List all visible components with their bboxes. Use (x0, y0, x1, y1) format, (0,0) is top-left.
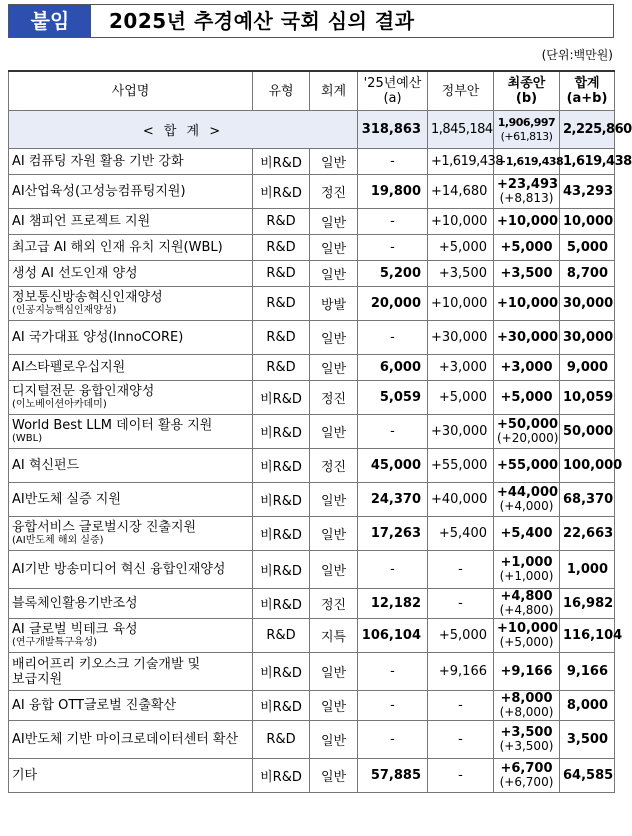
gov-value: - (428, 551, 494, 589)
budget25-value: - (358, 321, 428, 355)
sum-value: 30,000 (560, 287, 615, 321)
final-cell (494, 483, 560, 517)
budget25-value: - (358, 691, 428, 721)
gov-value: +55,000 (428, 449, 494, 483)
project-name-cell (9, 235, 253, 261)
final-cell (494, 619, 560, 653)
project-name-cell (9, 321, 253, 355)
project-name-cell (9, 589, 253, 619)
gov-value: +3,000 (428, 355, 494, 381)
project-name: AI 융합 OTT글로벌 진출확산 (12, 698, 177, 713)
final-value: +8,000 (500, 691, 553, 706)
project-subname: (인공지능핵심인재양성) (12, 305, 117, 316)
budget25-value: 57,885 (358, 759, 428, 793)
project-type: R&D (253, 355, 310, 381)
gov-value: +30,000 (428, 321, 494, 355)
sum-value: 116,104 (560, 619, 615, 653)
project-name-cell (9, 415, 253, 449)
project-type: 비R&D (253, 483, 310, 517)
project-name: AI반도체 기반 마이크로데이터센터 확산 (12, 732, 239, 747)
final-cell (494, 759, 560, 793)
project-account: 일반 (310, 235, 358, 261)
project-name: AI스타펠로우십지원 (12, 360, 126, 375)
final-cell (494, 149, 564, 175)
project-name-cell (9, 209, 253, 235)
table-row (9, 653, 615, 691)
table-row (9, 287, 615, 321)
project-name: AI기반 방송미디어 혁신 융합인재양성 (12, 562, 226, 577)
total-sum: 2,225,860 (560, 111, 615, 149)
total-row (9, 111, 615, 149)
project-account: 일반 (310, 483, 358, 517)
budget25-value: - (358, 415, 428, 449)
table-row (9, 381, 615, 415)
gov-value: +40,000 (428, 483, 494, 517)
project-account: 일반 (310, 415, 358, 449)
gov-value: +3,500 (428, 261, 494, 287)
project-type: R&D (253, 235, 310, 261)
final-change: (+3,500) (499, 739, 554, 753)
final-cell (494, 551, 560, 589)
final-value: +5,400 (500, 525, 553, 541)
final-change: (+5,000) (499, 635, 554, 649)
sum-value: 22,663 (560, 517, 615, 551)
total-gov: 1,845,184 (428, 111, 494, 149)
col-header-account: 회계 (310, 71, 358, 111)
project-account: 일반 (310, 517, 358, 551)
table-header-row (9, 71, 615, 111)
project-name: AI반도체 실증 지원 (12, 492, 121, 507)
final-change: (+8,813) (499, 191, 554, 205)
final-value: +50,000 (497, 417, 559, 432)
final-cell (494, 175, 560, 209)
final-value: +9,166 (500, 663, 553, 679)
budget25-value: - (358, 721, 428, 759)
project-name: 최고급 AI 해외 인재 유치 지원(WBL) (12, 240, 223, 255)
final-value: +3,000 (500, 359, 553, 375)
project-name-cell (9, 653, 253, 691)
project-name-cell (9, 381, 253, 415)
project-type: R&D (253, 261, 310, 287)
gov-value: - (428, 691, 494, 721)
budget25-value: 17,263 (358, 517, 428, 551)
table-row (9, 483, 615, 517)
gov-value: +10,000 (428, 287, 494, 321)
gov-value: +14,680 (428, 175, 494, 209)
final-value: +10,000 (497, 213, 559, 229)
project-type: 비R&D (253, 759, 310, 793)
final-change: (+8,000) (499, 705, 554, 719)
sum-value: 30,000 (560, 321, 615, 355)
sum-value: 3,500 (560, 721, 615, 759)
sum-value: 16,982 (560, 589, 615, 619)
project-subname: (AI반도체 해외 실증) (12, 535, 104, 546)
project-name: AI 컴퓨팅 자원 활용 기반 강화 (12, 154, 184, 169)
project-account: 일반 (310, 261, 358, 287)
col-header-type: 유형 (253, 71, 310, 111)
project-name: AI 혁신펀드 (12, 458, 80, 473)
project-name: AI 글로벌 빅테크 육성 (12, 622, 138, 637)
sum-value: 1,000 (560, 551, 615, 589)
project-name: AI 챔피언 프로젝트 지원 (12, 214, 151, 229)
project-account: 일반 (310, 721, 358, 759)
gov-value: +5,000 (428, 381, 494, 415)
project-name-cell (9, 449, 253, 483)
budget25-value: 20,000 (358, 287, 428, 321)
col-header-final: 최종안 (b) (494, 71, 560, 111)
project-type: R&D (253, 321, 310, 355)
gov-value: +10,000 (428, 209, 494, 235)
sum-value: 100,000 (560, 449, 615, 483)
project-name: 블록체인활용기반조성 (12, 596, 138, 611)
final-cell (494, 653, 560, 691)
final-value: +3,500 (500, 265, 553, 281)
project-account: 일반 (310, 691, 358, 721)
table-row (9, 149, 615, 175)
sum-value: 10,000 (560, 209, 615, 235)
gov-value: +9,166 (428, 653, 494, 691)
project-type: 비R&D (253, 449, 310, 483)
project-name: AI산업육성(고성능컴퓨팅지원) (12, 184, 186, 199)
project-name-cell (9, 149, 253, 175)
final-cell (494, 355, 560, 381)
project-type: R&D (253, 619, 310, 653)
final-change: (+4,000) (499, 499, 554, 513)
sum-value: 8,000 (560, 691, 615, 721)
sum-value: 9,166 (560, 653, 615, 691)
final-change: (+6,700) (499, 775, 554, 789)
total-budget25: 318,863 (358, 111, 428, 149)
sum-value: 68,370 (560, 483, 615, 517)
final-value: +3,500 (500, 725, 553, 740)
final-value: +5,000 (500, 389, 553, 405)
budget25-value: 45,000 (358, 449, 428, 483)
budget25-value: - (358, 235, 428, 261)
budget25-value: 6,000 (358, 355, 428, 381)
final-value: +10,000 (497, 621, 559, 636)
project-name: 생성 AI 선도인재 양성 (12, 266, 138, 281)
table-row (9, 721, 615, 759)
table-row (9, 321, 615, 355)
col-header-gov: 정부안 (428, 71, 494, 111)
budget25-value: 24,370 (358, 483, 428, 517)
final-cell (494, 381, 560, 415)
budget25-value: 106,104 (358, 619, 428, 653)
project-type: 비R&D (253, 653, 310, 691)
unit-label: (단위:백만원) (541, 48, 613, 62)
project-name-cell (9, 517, 253, 551)
sum-value: 1,619,438 (560, 149, 615, 175)
sum-value: 8,700 (560, 261, 615, 287)
project-name-cell (9, 619, 253, 653)
final-change: (+4,800) (499, 603, 554, 617)
project-name-cell (9, 721, 253, 759)
sum-value: 5,000 (560, 235, 615, 261)
project-account: 일반 (310, 355, 358, 381)
final-value: +30,000 (497, 329, 559, 345)
final-cell (494, 235, 560, 261)
project-name-cell (9, 287, 253, 321)
project-name: 기타 (12, 768, 38, 783)
final-value: +23,493 (497, 177, 559, 192)
final-value: +1,619,438 (497, 154, 564, 168)
project-type: 비R&D (253, 415, 310, 449)
total-final: 1,906,997 (+61,813) (494, 111, 560, 149)
project-type: 비R&D (253, 589, 310, 619)
final-cell (494, 321, 560, 355)
sum-value: 43,293 (560, 175, 615, 209)
total-label: < 합 계 > (9, 111, 358, 149)
project-account: 정진 (310, 175, 358, 209)
project-type: R&D (253, 721, 310, 759)
project-name: 정보통신방송혁신인재양성 (12, 290, 163, 305)
col-header-name: 사업명 (9, 71, 253, 111)
table-row (9, 261, 615, 287)
project-type: 비R&D (253, 691, 310, 721)
gov-value: - (428, 589, 494, 619)
project-name-cell (9, 175, 253, 209)
project-account: 일반 (310, 209, 358, 235)
budget25-value: 12,182 (358, 589, 428, 619)
table-row (9, 517, 615, 551)
project-name-cell (9, 551, 253, 589)
budget25-value: 5,200 (358, 261, 428, 287)
final-cell (494, 721, 560, 759)
project-type: R&D (253, 209, 310, 235)
final-value: +44,000 (497, 485, 559, 500)
project-name: 배리어프리 키오스크 기술개발 및 보급지원 (12, 656, 201, 687)
gov-value: +1,619,438 (428, 149, 494, 175)
col-header-budget25: '25년예산 (a) (358, 71, 428, 111)
table-row (9, 619, 615, 653)
table-row (9, 209, 615, 235)
gov-value: - (428, 759, 494, 793)
project-name-cell (9, 261, 253, 287)
sum-value: 64,585 (560, 759, 615, 793)
final-cell (494, 287, 560, 321)
budget25-value: 19,800 (358, 175, 428, 209)
table-row (9, 449, 615, 483)
attachment-badge: 붙임 (9, 5, 91, 37)
document-title: 2025년 추경예산 국회 심의 결과 (109, 9, 415, 33)
final-cell (494, 449, 560, 483)
budget25-value: - (358, 149, 428, 175)
project-name-cell (9, 691, 253, 721)
project-name-cell (9, 759, 253, 793)
final-change: (+20,000) (497, 431, 559, 445)
budget25-value: - (358, 551, 428, 589)
final-cell (494, 261, 560, 287)
final-value: +4,800 (500, 589, 553, 604)
table-row (9, 175, 615, 209)
final-change: (+1,000) (499, 569, 554, 583)
project-name: 융합서비스 글로벌시장 진출지원 (12, 520, 197, 535)
project-name: 디지털전문 융합인재양성 (12, 384, 155, 399)
project-account: 일반 (310, 321, 358, 355)
table-row (9, 759, 615, 793)
project-type: R&D (253, 287, 310, 321)
final-cell (494, 415, 560, 449)
project-subname: (이노베이션아카데미) (12, 399, 107, 410)
project-account: 정진 (310, 381, 358, 415)
project-type: 비R&D (253, 517, 310, 551)
table-row (9, 355, 615, 381)
project-type: 비R&D (253, 551, 310, 589)
table-row (9, 589, 615, 619)
sum-value: 10,059 (560, 381, 615, 415)
project-subname: (연구개발특구육성) (12, 637, 98, 648)
budget25-value: - (358, 653, 428, 691)
project-account: 일반 (310, 551, 358, 589)
table-row (9, 235, 615, 261)
final-value: +10,000 (497, 295, 559, 311)
project-subname: (WBL) (12, 433, 43, 444)
project-account: 일반 (310, 759, 358, 793)
project-account: 지특 (310, 619, 358, 653)
project-account: 일반 (310, 149, 358, 175)
budget-table (8, 70, 632, 793)
gov-value: +5,400 (428, 517, 494, 551)
project-type: 비R&D (253, 381, 310, 415)
gov-value: - (428, 721, 494, 759)
gov-value: +5,000 (428, 235, 494, 261)
project-account: 일반 (310, 653, 358, 691)
project-name-cell (9, 483, 253, 517)
final-value: +55,000 (497, 457, 559, 473)
document-header (8, 4, 614, 38)
final-cell (494, 209, 560, 235)
project-name: AI 국가대표 양성(InnoCORE) (12, 330, 184, 345)
project-account: 정진 (310, 589, 358, 619)
final-value: +6,700 (500, 761, 553, 776)
table-row (9, 691, 615, 721)
project-name: World Best LLM 데이터 활용 지원 (12, 418, 213, 433)
gov-value: +30,000 (428, 415, 494, 449)
sum-value: 9,000 (560, 355, 615, 381)
project-account: 방발 (310, 287, 358, 321)
table-row (9, 551, 615, 589)
gov-value: +5,000 (428, 619, 494, 653)
final-cell (494, 691, 560, 721)
final-cell (494, 517, 560, 551)
budget25-value: 5,059 (358, 381, 428, 415)
table-row (9, 415, 615, 449)
project-name-cell (9, 355, 253, 381)
project-account: 정진 (310, 449, 358, 483)
final-value: +1,000 (500, 555, 553, 570)
col-header-sum: 합계 (a+b) (560, 71, 615, 111)
final-value: +5,000 (500, 239, 553, 255)
project-type: 비R&D (253, 175, 310, 209)
budget25-value: - (358, 209, 428, 235)
final-cell (494, 589, 560, 619)
project-type: 비R&D (253, 149, 310, 175)
sum-value: 50,000 (560, 415, 615, 449)
